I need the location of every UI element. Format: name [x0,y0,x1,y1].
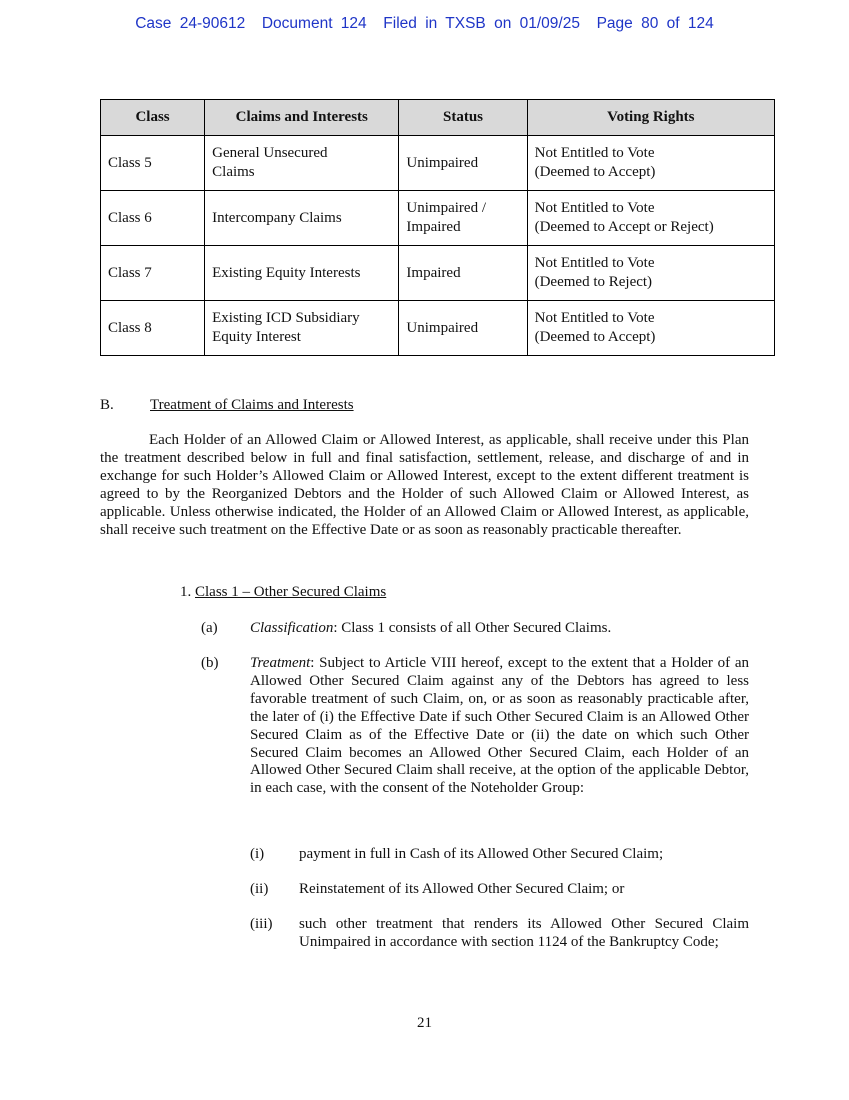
treatment-clause [250,655,749,798]
section-letter: B. [100,397,114,413]
option-text: such other treatment that renders its Allowed Other Secured Claim Unimpaired in accordance with section 1124 of the Bankruptcy Code; [299,916,749,950]
cell-voting [527,191,774,246]
cell-claims [205,136,399,191]
cell-claims [205,246,399,301]
cell-class: Class 7 [101,246,205,301]
cell-line: Not Entitled to Vote [534,145,655,161]
document-number: Document 124 [261,15,367,32]
cell-status [399,301,527,356]
cell-line: General Unsecured [212,145,328,161]
cell-line: Unimpaired [406,319,479,336]
section-title: Treatment of Claims and Interests [150,397,354,413]
cell-line: (Deemed to Reject) [534,274,653,290]
filed-info: Filed in TXSB on 01/09/25 [383,15,580,32]
body-paragraph: Each Holder of an Allowed Claim or Allowed Interest, as applicable, shall receive under this Plan the treatment described below in full and final satisfaction, settlement, release, and discharge of and in exchange for such Holder’s Allowed Claim or Allowed Interest, except to the extent different treatment is agreed to by the Reorganized Debtors and the Holder of such Allowed Claim or Allowed Interest, as applicable. Unless otherwise indicated, the Holder of an Allowed Claim or Allowed Interest, as applicable, shall receive such treatment on the Effective Date or as soon as reasonably practicable thereafter. [100,432,749,538]
option-text: Reinstatement of its Allowed Other Secured Claim; or [299,881,625,897]
clause-text: : Subject to Article VIII hereof, except to the extent that a Holder of an Allowed Other Secured Claim against any of the Debtors has agreed to less favorable treatment of such Claim, on, or as soon as reasonably practicable after, the later of (i) the Effective Date if such Other Secured Claim is an Allowed Other Secured Claim as of the Effective Date or (ii) the date on which such Other Secured Claim becomes an Allowed Other Secured Claim, each Holder of an Allowed Other Secured Claim shall receive, at the option of the applicable Debtor, in each case, with the consent of the Noteholder Group: [250,655,749,797]
table-row [101,246,775,301]
subsection-number: 1. [180,584,192,600]
item-label: (a) [201,620,218,636]
cell-line: Intercompany Claims [212,209,342,226]
clause-term: Classification [250,620,334,636]
section-heading [100,397,354,414]
cell-line: Existing Equity Interests [212,264,361,281]
court-filing-header [0,15,849,33]
table-header-row [101,100,775,136]
cell-line: Equity Interest [212,329,301,345]
cell-class: Class 8 [101,301,205,356]
case-number: Case 24-90612 [135,15,246,32]
cell-line: (Deemed to Accept or Reject) [534,219,714,235]
item-label: (b) [201,655,219,671]
cell-line: Existing ICD Subsidiary [212,310,360,326]
header-claims-and-interests: Claims and Interests [205,100,399,136]
cell-voting [527,246,774,301]
option-label: (ii) [250,881,269,897]
cell-line: Unimpaired / [406,200,486,216]
cell-voting [527,136,774,191]
cell-line: Impaired [406,219,461,235]
header-status: Status [399,100,527,136]
subsection-heading [180,584,386,601]
clause-text: : Class 1 consists of all Other Secured Claims. [333,620,612,636]
cell-status [399,136,527,191]
page-of-total: Page 80 of 124 [596,15,714,32]
cell-line: (Deemed to Accept) [534,329,656,345]
page-number: 21 [417,1015,432,1031]
subsection-title: Class 1 – Other Secured Claims [195,584,387,600]
classification-table [100,99,775,356]
cell-line: (Deemed to Accept) [534,164,656,180]
table-row [101,301,775,356]
cell-line: Not Entitled to Vote [534,255,655,271]
table-row [101,191,775,246]
cell-line: Claims [212,164,255,180]
cell-line: Impaired [406,264,461,281]
header-class: Class [101,100,205,136]
cell-status [399,191,527,246]
cell-line: Not Entitled to Vote [534,200,655,216]
cell-class: Class 6 [101,191,205,246]
cell-line: Not Entitled to Vote [534,310,655,326]
cell-line: Unimpaired [406,154,479,171]
clause-term: Treatment [250,655,311,671]
table-row [101,136,775,191]
cell-claims [205,301,399,356]
option-label: (iii) [250,916,273,932]
header-voting-rights: Voting Rights [527,100,774,136]
cell-status [399,246,527,301]
cell-claims [205,191,399,246]
cell-voting [527,301,774,356]
option-label: (i) [250,846,265,862]
option-text: payment in full in Cash of its Allowed Other Secured Claim; [299,846,664,862]
classification-clause [250,620,750,638]
cell-class: Class 5 [101,136,205,191]
